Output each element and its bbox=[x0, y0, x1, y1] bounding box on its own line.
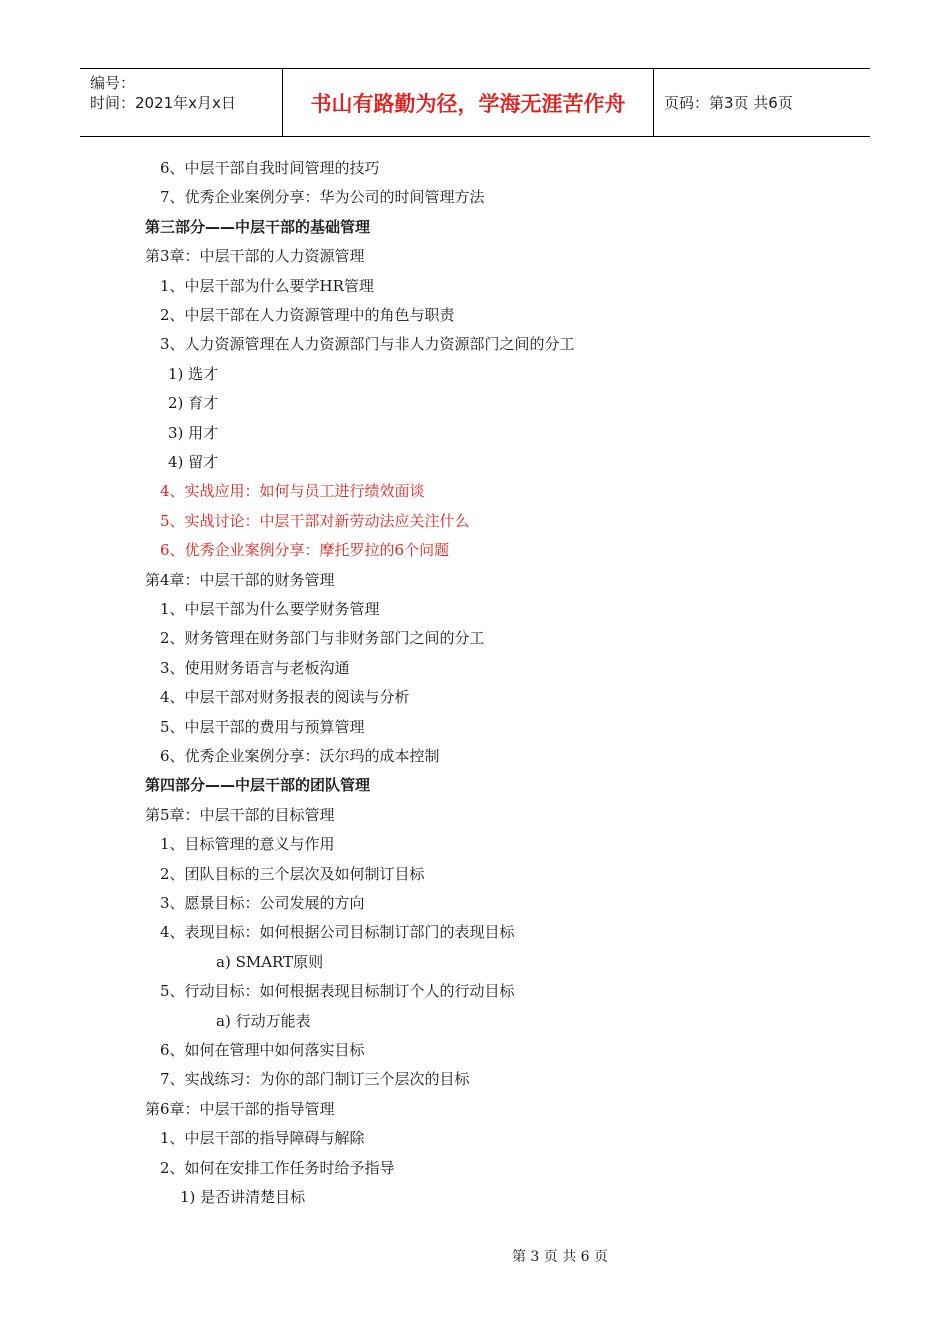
document-number-label: 编号： bbox=[90, 74, 136, 92]
outline-line: a) 行动万能表 bbox=[216, 1011, 311, 1030]
outline-line: 4、中层干部对财务报表的阅读与分析 bbox=[160, 688, 410, 707]
page-footer bbox=[0, 1246, 950, 1266]
outline-line: 第4章：中层干部的财务管理 bbox=[145, 570, 335, 589]
outline-line: 1、中层干部的指导障碍与解除 bbox=[160, 1129, 365, 1148]
outline-line: 5、实战讨论：中层干部对新劳动法应关注什么 bbox=[160, 511, 470, 530]
outline-line: 3、人力资源管理在人力资源部门与非人力资源部门之间的分工 bbox=[160, 335, 575, 354]
outline-line: 2、中层干部在人力资源管理中的角色与职责 bbox=[160, 306, 455, 324]
outline-line: a) SMART原则 bbox=[216, 952, 324, 971]
outline-line: 1、中层干部为什么要学财务管理 bbox=[160, 600, 380, 618]
footer-page-number: 第 3 页 共 6 页 bbox=[511, 1249, 609, 1265]
outline-line: 4、实战应用：如何与员工进行绩效面谈 bbox=[160, 482, 425, 501]
outline-line: 3) 用才 bbox=[168, 423, 219, 442]
page-header bbox=[80, 68, 870, 137]
outline-line: 1) 选才 bbox=[168, 364, 219, 383]
outline-line: 6、优秀企业案例分享：沃尔玛的成本控制 bbox=[160, 747, 440, 765]
header-meta bbox=[90, 73, 236, 113]
outline-line: 第6章：中层干部的指导管理 bbox=[145, 1099, 335, 1118]
section-heading: 第三部分——中层干部的基础管理 bbox=[145, 217, 371, 236]
header-divider bbox=[653, 69, 654, 136]
outline-line: 7、实战练习：为你的部门制订三个层次的目标 bbox=[160, 1070, 470, 1089]
outline-line: 5、中层干部的费用与预算管理 bbox=[160, 717, 365, 736]
outline-line: 6、中层干部自我时间管理的技巧 bbox=[160, 159, 380, 177]
outline-line: 2、团队目标的三个层次及如何制订目标 bbox=[160, 864, 425, 883]
outline-line: 第5章：中层干部的目标管理 bbox=[145, 805, 335, 824]
outline-line: 2、财务管理在财务部门与非财务部门之间的分工 bbox=[160, 629, 485, 648]
outline-line: 2) 育才 bbox=[168, 394, 219, 413]
outline-line: 6、如何在管理中如何落实目标 bbox=[160, 1041, 365, 1059]
outline-line: 4、表现目标：如何根据公司目标制订部门的表现目标 bbox=[160, 923, 515, 942]
outline-line: 5、行动目标：如何根据表现目标制订个人的行动目标 bbox=[160, 982, 515, 1001]
outline-line: 第3章：中层干部的人力资源管理 bbox=[145, 247, 365, 266]
header-page-info: 页码：第3页 共6页 bbox=[664, 94, 793, 112]
outline-line: 3、使用财务语言与老板沟通 bbox=[160, 658, 350, 677]
outline-line: 6、优秀企业案例分享：摩托罗拉的6个问题 bbox=[160, 541, 450, 560]
outline-line: 1、目标管理的意义与作用 bbox=[160, 835, 335, 854]
outline-line: 1、中层干部为什么要学HR管理 bbox=[160, 276, 374, 295]
document-time-label: 时间：2021年x月x日 bbox=[90, 94, 236, 112]
outline-line: 1) 是否讲清楚目标 bbox=[180, 1188, 306, 1206]
section-heading: 第四部分——中层干部的团队管理 bbox=[145, 776, 371, 795]
outline-line: 7、优秀企业案例分享：华为公司的时间管理方法 bbox=[160, 188, 485, 207]
outline-line: 2、如何在安排工作任务时给予指导 bbox=[160, 1158, 395, 1177]
outline-line: 3、愿景目标：公司发展的方向 bbox=[160, 894, 365, 912]
outline-line: 4) 留才 bbox=[168, 453, 219, 471]
header-motto: 书山有路勤为径，学海无涯苦作舟 bbox=[310, 91, 626, 116]
